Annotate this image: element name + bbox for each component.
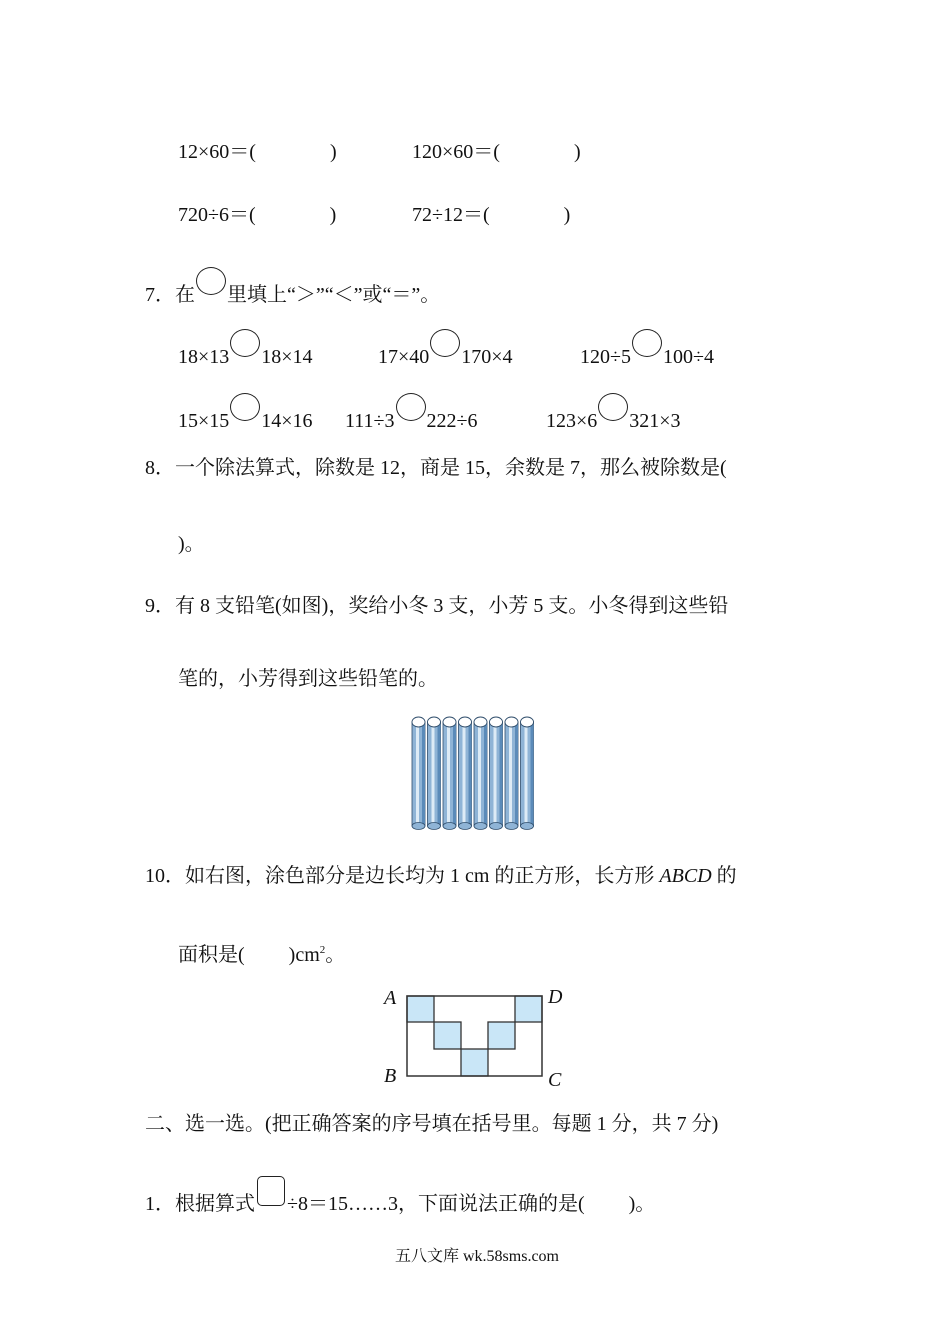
s2-q1: 1．根据算式 ÷8＝15……3，下面说法正确的是( )。 [145, 1176, 655, 1216]
q7-item: 123×6 321×3 [546, 393, 681, 433]
q9-line2: 笔的，小芳得到这些铅笔的。 [178, 668, 438, 690]
pencil [443, 717, 456, 830]
q6-expr: 720÷6＝( [178, 204, 256, 226]
shaded-square [407, 996, 434, 1022]
comparison-circle-input[interactable] [396, 393, 426, 421]
vertex-label-c: C [548, 1069, 562, 1090]
q7-prompt: 7．在 里填上“＞”“＜”或“＝”。 [145, 267, 440, 307]
comparison-circle-icon [196, 267, 226, 295]
shaded-square [515, 996, 542, 1022]
q6-expr: 12×60＝( [178, 141, 256, 163]
dividend-box-input[interactable] [257, 1176, 285, 1206]
vertex-label-a: A [384, 987, 397, 1009]
q10-line2: 面积是( )$cm^2$。 [178, 944, 346, 966]
q8-line1: 8．一个除法算式，除数是 12，商是 15，余数是 7，那么被除数是( [145, 457, 727, 479]
pencil [428, 717, 441, 830]
comparison-circle-input[interactable] [632, 329, 662, 357]
q6-row2-b: 72÷12＝( ) [412, 204, 571, 226]
q6-expr: 72÷12＝( [412, 204, 490, 226]
pencil [521, 717, 534, 830]
footer-watermark: 五八文库 wk.58sms.com [395, 1248, 560, 1265]
q7-item: 15×15 14×16 [178, 393, 313, 433]
pencil [474, 717, 487, 830]
pencil [490, 717, 503, 830]
q6-row2-a: 720÷6＝( ) [178, 204, 337, 226]
pencil [459, 717, 472, 830]
shaded-square [461, 1049, 488, 1076]
comparison-circle-input[interactable] [598, 393, 628, 421]
shaded-square [434, 1022, 461, 1049]
pencil [412, 717, 425, 830]
question-number: 9． [145, 595, 175, 617]
q6-row1-a: 12×60＝( ) [178, 141, 337, 163]
question-number: 1． [145, 1193, 175, 1215]
vertex-label-b: B [384, 1065, 397, 1087]
rectangle-abcd-figure [380, 982, 570, 1090]
q7-item: 120÷5 100÷4 [580, 329, 714, 369]
q7-item: 111÷3 222÷6 [345, 393, 477, 433]
q10-line1: 10．如右图，涂色部分是边长均为 1 cm 的正方形，长方形 ABCD 的 [145, 865, 737, 887]
q9-line1: 9．有 8 支铅笔(如图)，奖给小冬 3 支，小芳 5 支。小冬得到这些铅 [145, 595, 729, 617]
section-title: 二、选一选。(把正确答案的序号填在括号里。每题 1 分，共 7 分) [145, 1113, 719, 1135]
q7-item: 17×40 170×4 [378, 329, 513, 369]
q7-item: 18×13 18×14 [178, 329, 313, 369]
q6-row1-b: 120×60＝( ) [412, 141, 581, 163]
pencils-figure [408, 712, 542, 834]
vertex-label-d: D [548, 986, 563, 1008]
pencil [505, 717, 518, 830]
comparison-circle-input[interactable] [430, 329, 460, 357]
question-number: 10． [145, 865, 185, 887]
q6-expr: 120×60＝( [412, 141, 500, 163]
q8-line2: )。 [178, 533, 205, 555]
comparison-circle-input[interactable] [230, 329, 260, 357]
question-number: 8． [145, 457, 175, 479]
comparison-circle-input[interactable] [230, 393, 260, 421]
shaded-square [488, 1022, 515, 1049]
question-number: 7． [145, 284, 175, 306]
